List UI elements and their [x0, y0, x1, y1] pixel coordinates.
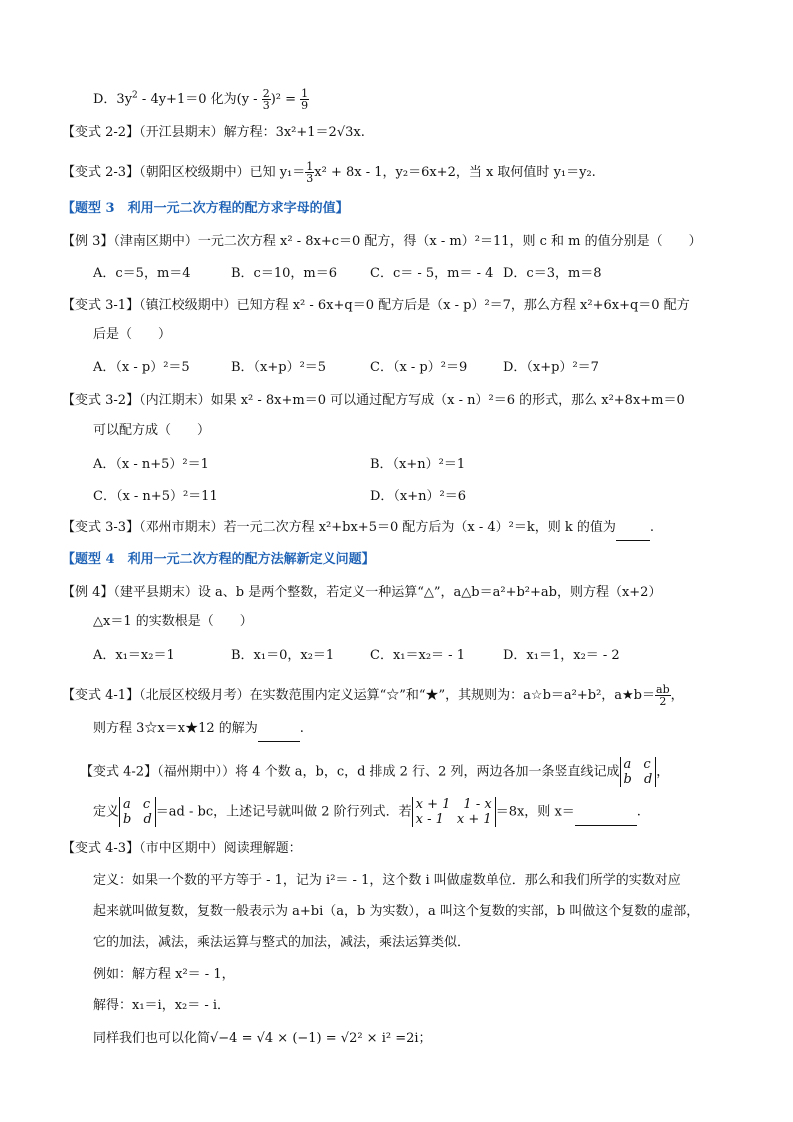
option-b: B．（x+n）²＝1	[370, 457, 466, 472]
question-text: 定义	[93, 804, 120, 820]
question-text: x² + 8x - 1，y₂＝6x+2，当 x 取何值时 y₁＝y₂.	[314, 165, 596, 180]
question-text: （邓州市期末）若一元二次方程 x²+bx+5＝0 配方后为（x - 4）²＝k，则 k 的值为	[139, 520, 616, 535]
numerator: ab	[656, 683, 670, 696]
option-d: D．x₁＝1，x₂＝ - 2	[503, 648, 620, 663]
question-text: （开江县期末）解方程：3x²+1＝2√3x.	[139, 125, 365, 140]
option-c: C．c＝ - 5，m＝ - 4	[370, 266, 494, 281]
determinant	[119, 797, 156, 827]
denominator: 2	[659, 695, 667, 708]
question-continuation	[93, 719, 304, 742]
paragraph-line: 同样我们也可以化简√−4 = √4 × (−1) = √2² × i² =2i；	[93, 1031, 432, 1046]
variant-tag: 【变式 4-1】	[62, 688, 140, 703]
option-c: C．（x - n+5）²＝11	[93, 489, 218, 504]
variant-4-3	[62, 839, 302, 859]
option-c: C．x₁＝x₂＝ - 1	[370, 648, 465, 663]
variant-tag: 【变式 3-2】	[62, 393, 140, 408]
text: ，	[656, 764, 670, 780]
question-text: （北辰区校级月考）在实数范围内定义运算“☆”和“★”，其规则为：a☆b＝a²+b²，a★b＝	[139, 688, 656, 703]
variant-3-1	[62, 296, 690, 316]
variant-tag: 【变式 2-2】	[62, 125, 140, 140]
question-text: （市中区期中）阅读理解题：	[139, 841, 302, 856]
question-text: （建平县期末）设 a、b 是两个整数，若定义一种运算“△”，a△b＝a²+b²+ab，则方程（x+2）	[113, 585, 662, 600]
question-text: （内江期末）如果 x² - 8x+m＝0 可以通过配方写成（x - n）²＝6 的形式，那么 x²+8x+m＝0	[139, 393, 685, 408]
paragraph-line: 例如：解方程 x²＝ - 1，	[93, 967, 235, 982]
denominator: 9	[301, 99, 309, 112]
variant-tag: 【变式 4-3】	[62, 841, 140, 856]
denominator: 3	[306, 172, 314, 185]
option-d: D．（x+n）²＝6	[370, 489, 467, 504]
det-row: a c	[623, 757, 651, 772]
text: )² =	[270, 92, 301, 107]
det-row: x - 1 x + 1	[415, 812, 492, 827]
variant-3-3	[62, 518, 654, 541]
question-continuation: 后是（ ）	[93, 327, 172, 342]
paragraph-line: 起来就叫做复数，复数一般表示为 a+bi（a，b 为实数），a 叫这个复数的实部，b 叫做这个复数的虚部，	[93, 904, 700, 919]
variant-tag: 【变式 3-3】	[62, 520, 140, 535]
example-3	[62, 232, 702, 252]
section-heading-3: 【题型 3 利用一元二次方程的配方求字母的值】	[62, 201, 349, 216]
text: ，	[670, 688, 684, 703]
question-continuation: 可以配方成（ ）	[93, 423, 211, 438]
determinant	[412, 797, 496, 827]
option-b: B．x₁＝0，x₂＝1	[231, 648, 335, 663]
answer-blank[interactable]	[616, 520, 650, 541]
variant-4-2	[80, 757, 669, 787]
example-tag: 【例 4】	[62, 585, 114, 600]
det-row: b d	[623, 772, 653, 787]
determinant	[620, 757, 657, 787]
text: .	[299, 721, 304, 736]
option-b: B．（x+p）²＝5	[231, 360, 327, 375]
numerator: 2	[262, 87, 270, 100]
question-text: ＝8x，则 x＝	[495, 804, 575, 820]
option-a: A．x₁＝x₂＝1	[93, 648, 175, 663]
example-4	[62, 583, 661, 603]
paragraph-line: 定义：如果一个数的平方等于 - 1，记为 i²＝ - 1，这个数 i 叫做虚数单位．那么和我们所学的实数对应	[93, 873, 681, 888]
option-d: D．（x+p）²＝7	[503, 360, 599, 375]
paragraph-line: 解得：x₁＝i，x₂＝ - i．	[93, 998, 231, 1013]
fraction	[262, 88, 271, 111]
variant-tag: 【变式 3-1】	[62, 298, 140, 313]
determinant-definition	[93, 797, 641, 827]
variant-2-2	[62, 123, 365, 143]
variant-2-3	[62, 161, 596, 184]
question-text: （福州期中））将 4 个数 a，b，c，d 排成 2 行、2 列，两边各加一条竖直线记成	[157, 764, 620, 780]
section-heading-4: 【题型 4 利用一元二次方程的配方法解新定义问题】	[62, 552, 375, 567]
text: .	[649, 520, 654, 535]
answer-blank[interactable]	[258, 721, 300, 742]
variant-4-1	[62, 684, 684, 707]
text: D．3y	[93, 92, 133, 107]
option-a: A．c＝5，m＝4	[93, 266, 191, 281]
det-row: x + 1 1 - x	[415, 797, 492, 812]
option-b: B．c＝10，m＝6	[231, 266, 337, 281]
fraction	[305, 161, 314, 184]
numerator: 1	[306, 160, 314, 173]
question-text: （津南区期中）一元二次方程 x² - 8x+c＝0 配方，得（x - m）²＝11，则 c 和 m 的值分别是（ ）	[113, 234, 702, 249]
question-text: （朝阳区校级期中）已知 y₁＝	[139, 165, 306, 180]
fraction	[300, 88, 309, 111]
answer-blank[interactable]	[575, 805, 637, 826]
paragraph-line: 它的加法，减法，乘法运算与整式的加法，减法，乘法运算类似．	[93, 935, 471, 950]
det-row: a c	[123, 797, 151, 812]
numerator: 1	[301, 87, 309, 100]
text: - 4y+1＝0 化为(y -	[137, 92, 262, 107]
option-a: A．（x - n+5）²＝1	[93, 457, 209, 472]
variant-tag: 【变式 2-3】	[62, 165, 140, 180]
question-text: ＝ad - bc，上述记号就叫做 2 阶行列式．若	[155, 804, 412, 820]
fraction	[655, 684, 671, 707]
option-d: D．c＝3，m＝8	[503, 266, 602, 281]
option-a: A．（x - p）²＝5	[93, 360, 190, 375]
denominator: 3	[262, 99, 270, 112]
variant-3-2	[62, 391, 685, 411]
question-text: （镇江校级期中）已知方程 x² - 6x+q＝0 配方后是（x - p）²＝7，那么方程 x²+6x+q＝0 配方	[139, 298, 690, 313]
det-row: b d	[123, 812, 152, 827]
option-c: C．（x - p）²＝9	[370, 360, 468, 375]
question-text: 则方程 3☆x＝x★12 的解为	[93, 721, 258, 736]
text: .	[636, 804, 641, 820]
variant-tag: 【变式 4-2】	[80, 764, 158, 780]
example-tag: 【例 3】	[62, 234, 114, 249]
option-d-line: D．$3y^2 - 4y+1=0$ 化为(y - $\frac{2}{3}$ )² = $\frac{1}{9}$	[93, 87, 309, 112]
question-continuation: △x＝1 的实数根是（ ）	[93, 614, 253, 629]
